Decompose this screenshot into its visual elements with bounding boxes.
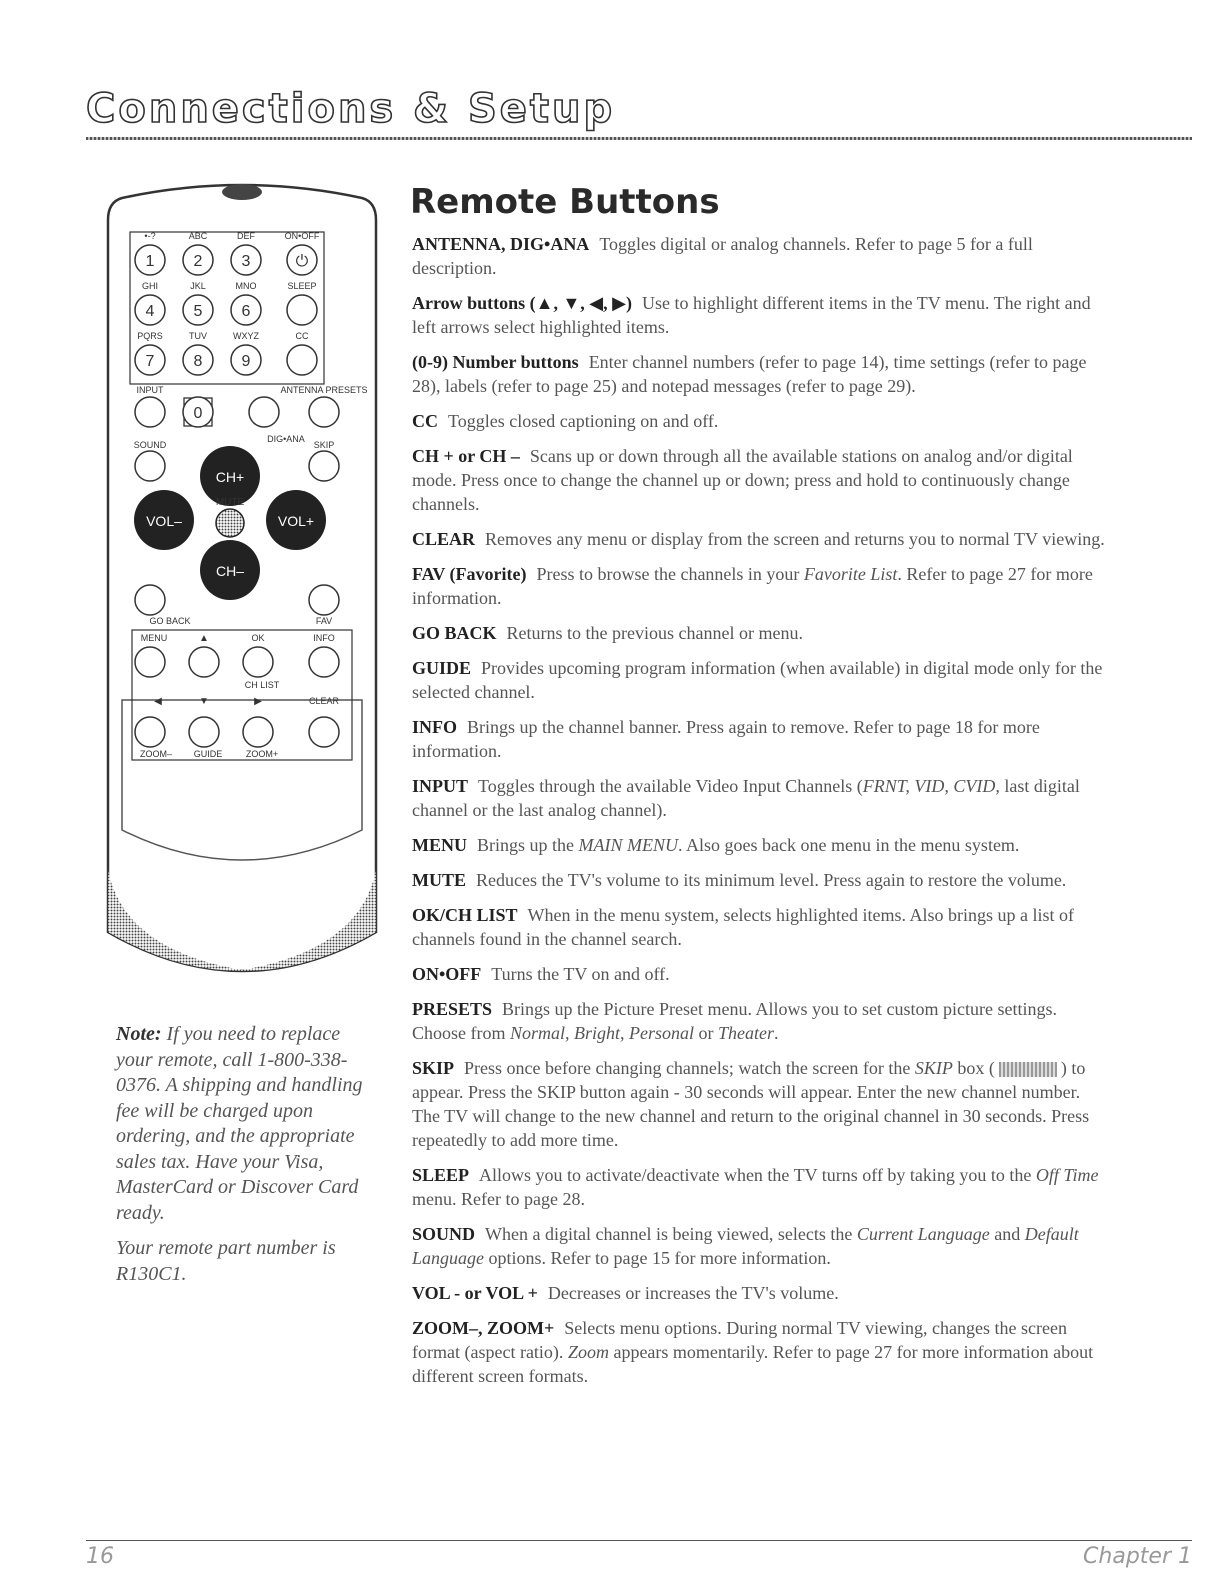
definition-term: PRESETS (412, 999, 493, 1019)
definition-term: MENU (412, 835, 467, 855)
ch-up-label: CH+ (215, 469, 245, 485)
skip-box-icon (999, 1062, 1057, 1077)
definition-text: Enter channel numbers (refer to page 14), time settings (refer to page 28), labels (refer to page 25) and notepad messages (refer to page 29). (412, 352, 1087, 396)
definition-text: Scans up or down through all the available stations on analog and/or digital mode. Press once to change the channel up or down; press and hold to continuously change channels. (412, 446, 1073, 514)
definition-emphasis: SKIP (914, 1058, 953, 1078)
note-panel (116, 1022, 376, 1297)
definition-entry (412, 562, 1106, 610)
definition-text: and (989, 1224, 1025, 1244)
keypad-label: WXYZ (233, 331, 259, 341)
section-title: Remote Buttons (410, 182, 720, 222)
ok-label: OK (251, 633, 265, 643)
definition-term: INFO (412, 717, 457, 737)
definition-text: Selects menu options. During normal TV viewing, changes the screen format (aspect ratio). (412, 1318, 1067, 1362)
definition-text: When in the menu system, selects highlighted items. Also brings up a list of channels found in the channel search. (412, 905, 1074, 949)
go-back-label: GO BACK (149, 616, 191, 626)
keypad-digit: 2 (193, 253, 203, 270)
keypad-digit: 4 (145, 303, 155, 320)
note-label: Note: (116, 1023, 162, 1045)
mute-label: MUTE (215, 497, 245, 508)
keypad-digit: 8 (193, 353, 203, 370)
definition-text: Toggles digital or analog channels. Refer to page 5 for a full description. (412, 234, 1033, 278)
definition-text: or (694, 1023, 719, 1043)
definition-emphasis: FRNT, VID, CVID, (862, 776, 1000, 796)
keypad-digit: 9 (241, 353, 251, 370)
down-arrow-button[interactable] (189, 717, 219, 747)
definition-text: . (774, 1023, 779, 1043)
definition-text: Toggles closed captioning on and off. (448, 411, 719, 431)
definition-entry (412, 656, 1106, 704)
definition-entry (412, 232, 1106, 280)
definition-emphasis: Favorite List (803, 564, 898, 584)
part-number-note: Your remote part number is R130C1. (116, 1237, 336, 1285)
input-button[interactable] (135, 397, 165, 427)
remote-ir-emitter (222, 184, 262, 200)
definition-text: appears momentarily. Refer to page 27 for more information about different screen formats. (412, 1342, 1094, 1386)
keypad-label: PQRS (137, 331, 163, 341)
definition-emphasis: Current Language (856, 1224, 990, 1244)
left-arrow-icon: ◀ (154, 696, 162, 707)
keypad-digit: ⏻ (295, 253, 309, 270)
definition-term: SLEEP (412, 1165, 470, 1185)
definition-text: Provides upcoming program information (when available) in digital mode only for the selected channel. (412, 658, 1103, 702)
menu-label: MENU (140, 633, 168, 643)
keypad-label: MNO (235, 281, 257, 291)
vol-down-label: VOL– (146, 513, 182, 529)
left-arrow-button[interactable] (135, 717, 165, 747)
keypad-digit: 6 (241, 303, 251, 320)
definition-text: Decreases or increases the TV's volume. (547, 1283, 839, 1303)
keypad-button[interactable] (287, 295, 317, 325)
page-number: 16 (86, 1544, 114, 1569)
keypad-digit: 5 (193, 303, 203, 320)
definition-entry (412, 444, 1106, 516)
keypad-label: •-? (144, 231, 156, 241)
definition-term: GUIDE (412, 658, 472, 678)
definition-emphasis: Zoom (567, 1342, 609, 1362)
definition-entry (412, 833, 1106, 857)
definition-term: CC (412, 411, 438, 431)
definition-text: Press once before changing channels; watch the screen for the (464, 1058, 915, 1078)
definition-text: . Refer to page 27 for more information. (412, 564, 1093, 608)
definition-entry (412, 1222, 1106, 1270)
definition-entry (412, 350, 1106, 398)
dig-ana-label: DIG•ANA (267, 434, 305, 444)
definition-entry (412, 527, 1106, 551)
fav-button[interactable] (309, 585, 339, 615)
definition-entry (412, 903, 1106, 951)
definition-emphasis: Theater (718, 1023, 775, 1043)
menu-button[interactable] (135, 647, 165, 677)
ok-button[interactable] (243, 647, 273, 677)
definition-text: Returns to the previous channel or menu. (506, 623, 803, 643)
definition-text: Brings up the Picture Preset menu. Allows you to set custom picture settings. Choose from (412, 999, 1057, 1043)
definition-text: menu. Refer to page 28. (412, 1189, 585, 1209)
up-arrow-button[interactable] (189, 647, 219, 677)
definition-text: Use to highlight different items in the TV menu. The right and left arrows select highlighted items. (412, 293, 1091, 337)
definition-emphasis: Default Language (412, 1224, 1079, 1268)
keypad-label: GHI (141, 281, 159, 291)
definition-term: ANTENNA, DIG•ANA (412, 234, 590, 254)
definition-term: VOL - or VOL + (412, 1283, 538, 1303)
ch-down-label: CH– (215, 563, 245, 579)
note-text: If you need to replace your remote, call 1-800-338-0376. A shipping and handling fee will be charged upon ordering, and the appropriate sales tax. Have your Visa, MasterCard or Discover Card ready. (116, 1023, 363, 1224)
definition-entry (412, 409, 1106, 433)
definition-text: ) to appear. Press the SKIP button again - 30 seconds will appear. Enter the new channel number. The TV will change to the new channel and return to the original channel in 30 seconds. Press repeatedly to add more time. (412, 1058, 1090, 1150)
definition-emphasis: MAIN MENU (578, 835, 678, 855)
clear-button[interactable] (309, 717, 339, 747)
definition-term: ZOOM–, ZOOM+ (412, 1318, 555, 1338)
zoom-minus-label: ZOOM– (139, 749, 173, 759)
presets-button[interactable] (309, 397, 339, 427)
definition-entry (412, 291, 1106, 339)
definition-term: GO BACK (412, 623, 497, 643)
keypad-label: CC (295, 331, 309, 341)
sound-label: SOUND (133, 440, 167, 450)
definition-entry (412, 1316, 1106, 1388)
definition-text: box ( (952, 1058, 995, 1078)
up-arrow-icon: ▲ (199, 633, 209, 644)
definition-text: Press to browse the channels in your (536, 564, 804, 584)
zero-digit: 0 (193, 405, 203, 422)
note-text-paragraph (116, 1022, 376, 1226)
definition-term: CH + or CH – (412, 446, 520, 466)
definition-text: Brings up the channel banner. Press again to remove. Refer to page 18 for more information. (412, 717, 1040, 761)
header-rule (86, 137, 1192, 140)
definition-term: MUTE (412, 870, 466, 890)
definition-emphasis: Normal, Bright, Personal (510, 1023, 695, 1043)
definition-term: SOUND (412, 1224, 476, 1244)
antenna-presets-label: ANTENNA PRESETS (280, 385, 368, 395)
antenna-button[interactable] (249, 397, 279, 427)
mute-button[interactable] (216, 509, 244, 537)
button-definitions-list (412, 232, 1106, 1399)
definition-text: Toggles through the available Video Input Channels ( (478, 776, 863, 796)
definition-term: INPUT (412, 776, 469, 796)
definition-term: ON•OFF (412, 964, 482, 984)
skip-button[interactable] (309, 451, 339, 481)
definition-term: Arrow buttons (▲, ▼, ◀, ▶) (412, 293, 632, 313)
keypad-label: JKL (190, 281, 206, 291)
remote-control-illustration (92, 180, 392, 1010)
right-arrow-button[interactable] (243, 717, 273, 747)
definition-text: When a digital channel is being viewed, selects the (485, 1224, 857, 1244)
definition-term: (0-9) Number buttons (412, 352, 579, 372)
definition-entry (412, 715, 1106, 763)
definition-entry (412, 868, 1106, 892)
skip-label: SKIP (313, 440, 335, 450)
definition-emphasis: Off Time (1035, 1165, 1099, 1185)
keypad-label: ABC (188, 231, 208, 241)
keypad-label: SLEEP (287, 281, 317, 291)
definition-entry (412, 1056, 1106, 1152)
keypad-label: ON•OFF (284, 231, 320, 241)
vol-up-label: VOL+ (277, 513, 315, 529)
definition-entry (412, 1163, 1106, 1211)
input-label: INPUT (136, 385, 164, 395)
page-header: Connections & Setup (86, 86, 616, 132)
zoom-plus-label: ZOOM+ (245, 749, 279, 759)
keypad-digit: 1 (145, 253, 155, 270)
info-label: INFO (313, 633, 335, 643)
clear-label: CLEAR (308, 696, 340, 706)
keypad-digit: 7 (145, 353, 155, 370)
definition-entry (412, 1281, 1106, 1305)
definition-entry (412, 997, 1106, 1045)
definition-text: Removes any menu or display from the screen and returns you to normal TV viewing. (485, 529, 1105, 549)
ch-list-label: CH LIST (244, 680, 280, 690)
definition-text: last digital channel or the last analog channel). (412, 776, 1080, 820)
definition-text: Allows you to activate/deactivate when the TV turns off by taking you to the (479, 1165, 1036, 1185)
chapter-label: Chapter 1 (1083, 1544, 1192, 1569)
keypad-label: TUV (189, 331, 207, 341)
footer-rule (86, 1540, 1192, 1541)
down-arrow-icon: ▼ (199, 696, 209, 707)
definition-text: Turns the TV on and off. (491, 964, 670, 984)
guide-label: GUIDE (193, 749, 223, 759)
definition-text: Brings up the (477, 835, 579, 855)
definition-term: CLEAR (412, 529, 476, 549)
info-button[interactable] (309, 647, 339, 677)
definition-entry (412, 962, 1106, 986)
keypad-button[interactable] (287, 345, 317, 375)
definition-term: FAV (Favorite) (412, 564, 527, 584)
definition-entry (412, 621, 1106, 645)
definition-text: Reduces the TV's volume to its minimum level. Press again to restore the volume. (476, 870, 1067, 890)
right-arrow-icon: ▶ (254, 696, 262, 707)
definition-term: OK/CH LIST (412, 905, 518, 925)
keypad-digit: 3 (241, 253, 251, 270)
definition-text: . Also goes back one menu in the menu system. (677, 835, 1020, 855)
definition-term: SKIP (412, 1058, 455, 1078)
fav-label: FAV (315, 616, 333, 626)
keypad-label: DEF (237, 231, 255, 241)
sound-button[interactable] (135, 451, 165, 481)
definition-text: options. Refer to page 15 for more information. (484, 1248, 831, 1268)
go-back-button[interactable] (135, 585, 165, 615)
definition-entry (412, 774, 1106, 822)
